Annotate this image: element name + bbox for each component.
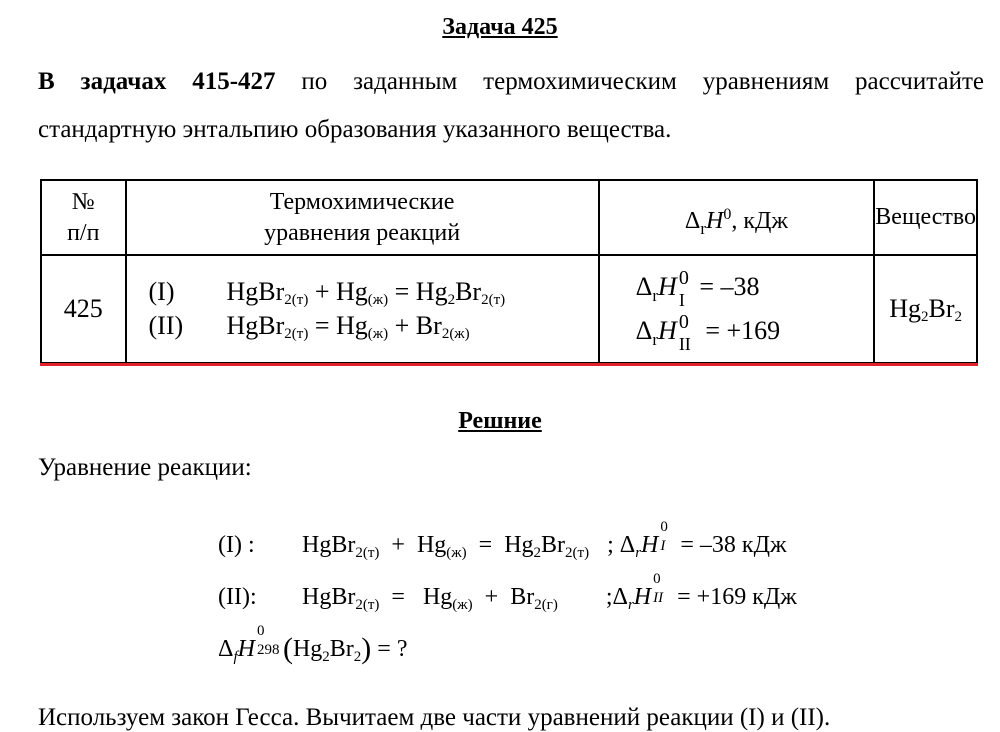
s2-dh-sup: 0 [653,571,661,587]
task-description [38,58,984,154]
enthalpy-2-indices [677,311,699,354]
enthalpy-r: r [652,286,659,305]
delta-symbol: Δ [635,316,653,345]
solution-lead: Уравнение реакции: [38,454,252,481]
s3-b-sub: 2 [353,649,362,665]
enthalpy-sup: 0 [723,205,732,223]
s1-dh-sup: 0 [660,519,668,535]
row-enthalpies [599,255,875,363]
table-header-row [41,180,977,255]
s2-eq: = [391,584,405,610]
enthalpy-h: H [658,316,677,345]
row-number: 425 [41,255,126,363]
eq2-plus: + Br [388,311,442,340]
row-substance [874,255,977,363]
s1-dh-h: H [641,532,659,558]
eq1-a-sub: 2(т) [284,292,309,308]
header-equations-line1: Термохимические [269,188,455,215]
s3-close: ) [361,632,372,665]
eq1-c: Br [455,277,482,306]
eq-tag-2: (II): [218,584,257,610]
s2-lhs1-sub: 2(т) [355,597,380,613]
header-enthalpy [599,180,875,255]
s2-dh-h: H [633,584,652,610]
eq2-eq: = Hg [308,311,368,340]
s2-rhs1: Hg [422,584,453,610]
enthalpy-r: r [700,218,707,238]
s3-open: ( [282,632,293,665]
enthalpy-1-value: = –38 [699,272,760,301]
s2-dh-sub: II [653,590,664,606]
s1-dh-r: r [635,545,642,561]
s1-lhs1: HgBr [302,532,356,558]
s1-rhs2: Br [541,532,566,558]
s3-f: f [233,649,238,665]
enthalpy-h: H [706,207,724,234]
enthalpy-sup: 0 [678,311,689,333]
delta-symbol: Δ [635,272,653,301]
s2-dh-r: r [627,597,634,613]
s1-rhs1-sub: 2 [533,545,542,561]
header-substance: Вещество [874,180,977,255]
s3-sup: 0 [256,623,265,639]
s3-a-sub: 2 [322,649,330,665]
s1-lhs2: Hg [416,532,447,558]
enthalpy-r: r [652,330,659,349]
s2-rhs2-sub: 2(г) [534,597,558,613]
substance-b-sub: 2 [954,309,963,325]
s3-indices [255,623,283,658]
s1-rhs2-sub: 2(т) [565,545,590,561]
enthalpy-1-sub: I [678,290,685,310]
task-range: В задачах 415-427 [38,68,276,95]
s1-dh-sub: I [660,538,666,554]
enthalpy-1 [636,265,874,309]
s1-lhs1-sub: 2(т) [355,545,380,561]
task-table [40,179,978,364]
solution-equation-2 [218,571,797,613]
enthalpy-unit: , кДж [731,207,788,234]
s2-rhs2: Br [510,584,535,610]
equation-1-label: (I) [148,277,175,306]
enthalpy-2 [636,309,874,353]
eq2-c-sub: 2(ж) [441,326,470,342]
eq-tag-1: (I) : [218,532,255,558]
s2-dh-prefix: ;Δ [605,584,628,610]
s1-eq: = [478,532,493,558]
substance-a-sub: 2 [921,309,929,325]
s2-rhs1-sub: (ж) [452,597,473,613]
s3-a: Hg [292,636,323,662]
enthalpy-1-indices [677,267,693,310]
eq2-b-sub: (ж) [367,326,389,342]
s1-dh-value: = –38 кДж [680,532,787,558]
s3-tail: = ? [371,636,408,662]
eq2-a: HgBr [226,311,285,340]
s1-dh-prefix: ; Δ [607,532,636,558]
eq2-a-sub: 2(т) [284,326,309,342]
enthalpy-sup: 0 [678,267,689,289]
substance-a: Hg [889,294,922,323]
s3-sub: 298 [256,642,280,658]
s2-dh-value: = +169 кДж [677,584,797,610]
substance-b: Br [928,294,955,323]
header-equations-line2: уравнения реакций [264,219,461,246]
solution-next-line: Используем закон Гесса. Вычитаем две части уравнений реакции (I) и (II). [38,704,831,731]
s1-dh-indices [658,519,674,554]
eq1-a: HgBr [226,277,285,306]
eq1-c-sub: 2 [447,292,456,308]
enthalpy-h: H [658,272,677,301]
s3-h: H [237,636,255,662]
header-number-symbol: № [71,188,95,215]
s3-delta: Δ [218,636,234,662]
s2-plus: + [484,584,499,610]
solution-equation-3 [218,623,408,666]
row-equations [126,255,599,363]
equation-2 [149,309,598,343]
s1-lhs2-sub: (ж) [446,545,467,561]
s1-plus: + [391,532,405,558]
eq1-plus: + Hg [308,277,368,306]
equation-1 [149,275,598,309]
enthalpy-2-sub: II [678,334,691,354]
enthalpy-2-value: = +169 [705,316,781,345]
task-title: Задача 425 [442,14,558,40]
solution-equation-1 [218,519,787,561]
eq1-eq: = Hg [388,277,448,306]
header-number-label: п/п [67,219,100,246]
eq1-c-sub2: 2(т) [481,292,506,308]
solution-heading: Решние [458,408,542,434]
s2-dh-indices [651,571,671,606]
s2-lhs1: HgBr [302,584,356,610]
delta-symbol: Δ [684,207,701,234]
equation-2-label: (II) [148,311,184,340]
s1-rhs1: Hg [504,532,534,558]
table-row [41,255,977,363]
header-equations [126,180,599,255]
table-bottom-rule [40,363,978,366]
task-description-text: по заданным термохимическим уравнениям рассчитайте стандартную энтальпию образования указанного вещества. [38,68,984,143]
eq1-b-sub: (ж) [367,292,389,308]
s3-b: Br [329,636,354,662]
header-number [41,180,126,255]
